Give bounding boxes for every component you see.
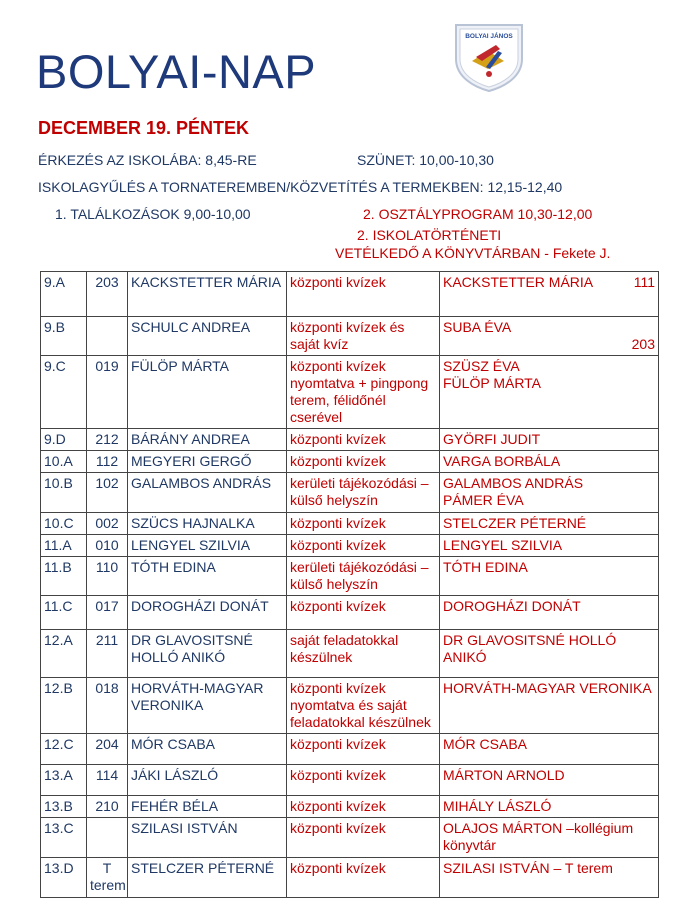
teacher-cell: KACKSTETTER MÁRIA — [128, 272, 287, 317]
break-value: 10,00-10,30 — [419, 152, 494, 168]
room-cell: 210 — [87, 796, 128, 818]
program-cell: kerületi tájékozódási – külső helyszín — [287, 557, 440, 596]
assembly-info — [38, 179, 562, 195]
responsible-name-2: FÜLÖP MÁRTA — [443, 375, 542, 391]
program-cell: központi kvízek — [287, 858, 440, 898]
class-cell: 9.D — [41, 429, 87, 451]
program-cell: központi kvízek — [287, 272, 440, 317]
teacher-cell: DR GLAVOSITSNÉ HOLLÓ ANIKÓ — [128, 630, 287, 678]
table-row — [41, 678, 659, 734]
responsible-cell: DR GLAVOSITSNÉ HOLLÓ ANIKÓ — [440, 630, 659, 678]
class-cell: 13.C — [41, 818, 87, 858]
responsible-cell — [440, 356, 659, 429]
responsible-cell: HORVÁTH-MAGYAR VERONIKA — [440, 678, 659, 734]
program-quiz-label: VETÉLKEDŐ A KÖNYVTÁRBAN — [335, 245, 541, 261]
program-history: 2. ISKOLATÖRTÉNETI — [357, 227, 502, 243]
responsible-name: SUBA ÉVA — [443, 319, 512, 335]
room-cell: 204 — [87, 734, 128, 765]
arrival-label: ÉRKEZÉS AZ ISKOLÁBA: — [38, 152, 202, 168]
teacher-cell: BÁRÁNY ANDREA — [128, 429, 287, 451]
table-row — [41, 596, 659, 630]
program-cell: központi kvízek — [287, 765, 440, 796]
program-cell: saját feladatokkal készülnek — [287, 630, 440, 678]
class-cell: 9.A — [41, 272, 87, 317]
responsible-room: 203 — [631, 336, 655, 352]
class-cell: 10.B — [41, 473, 87, 513]
responsible-name: GALAMBOS ANDRÁS — [443, 475, 584, 491]
teacher-cell: FEHÉR BÉLA — [128, 796, 287, 818]
room-cell — [87, 317, 128, 356]
table-row — [41, 734, 659, 765]
class-cell: 11.B — [41, 557, 87, 596]
schedule-table — [40, 271, 659, 898]
teacher-cell: JÁKI LÁSZLÓ — [128, 765, 287, 796]
program-quiz — [335, 245, 610, 261]
table-row — [41, 451, 659, 473]
program-cell: központi kvízek nyomtatva és saját feladatokkal készülnek — [287, 678, 440, 734]
class-cell: 13.D — [41, 858, 87, 898]
room-cell: 203 — [87, 272, 128, 317]
table-row — [41, 535, 659, 557]
responsible-cell: GYÖRFI JUDIT — [440, 429, 659, 451]
class-cell: 9.C — [41, 356, 87, 429]
class-cell: 12.B — [41, 678, 87, 734]
arrival-value: 8,45-RE — [205, 152, 257, 168]
responsible-room: 111 — [633, 274, 655, 290]
teacher-cell: SCHULC ANDREA — [128, 317, 287, 356]
program-meetings: 1. TALÁLKOZÁSOK 9,00-10,00 — [55, 206, 251, 222]
program-cell: központi kvízek — [287, 451, 440, 473]
program-cell: központi kvízek és saját kvíz — [287, 317, 440, 356]
table-row — [41, 317, 659, 356]
table-row — [41, 429, 659, 451]
teacher-cell: STELCZER PÉTERNÉ — [128, 858, 287, 898]
assembly-label: ISKOLAGYŰLÉS A TORNATEREMBEN/KÖZVETÍTÉS A TERMEKBEN: — [38, 179, 484, 195]
class-cell: 11.A — [41, 535, 87, 557]
table-row — [41, 513, 659, 535]
room-cell: 102 — [87, 473, 128, 513]
table-row — [41, 557, 659, 596]
table-row — [41, 272, 659, 317]
class-cell: 10.C — [41, 513, 87, 535]
program-cell: központi kvízek nyomtatva + pingpong terem, félidőnél cserével — [287, 356, 440, 429]
teacher-cell: MÓR CSABA — [128, 734, 287, 765]
program-cell: központi kvízek — [287, 734, 440, 765]
table-row — [41, 858, 659, 898]
responsible-name-2: PÁMER ÉVA — [443, 492, 524, 508]
responsible-cell: STELCZER PÉTERNÉ — [440, 513, 659, 535]
class-cell: 12.A — [41, 630, 87, 678]
program-cell: központi kvízek — [287, 796, 440, 818]
responsible-cell: VARGA BORBÁLA — [440, 451, 659, 473]
crest-text: BOLYAI JÁNOS — [465, 33, 513, 40]
room-cell: 002 — [87, 513, 128, 535]
teacher-cell: HORVÁTH-MAGYAR VERONIKA — [128, 678, 287, 734]
program-cell: központi kvízek — [287, 429, 440, 451]
teacher-cell: GALAMBOS ANDRÁS — [128, 473, 287, 513]
class-cell: 11.C — [41, 596, 87, 630]
room-cell: 211 — [87, 630, 128, 678]
school-crest-icon — [452, 21, 526, 93]
room-cell — [87, 818, 128, 858]
program-cell: központi kvízek — [287, 535, 440, 557]
responsible-name: SZÜSZ ÉVA — [443, 358, 520, 374]
responsible-cell: TÓTH EDINA — [440, 557, 659, 596]
responsible-cell — [440, 272, 659, 317]
teacher-cell: SZILASI ISTVÁN — [128, 818, 287, 858]
room-cell: 114 — [87, 765, 128, 796]
teacher-cell: DOROGHÁZI DONÁT — [128, 596, 287, 630]
room-cell: 112 — [87, 451, 128, 473]
assembly-value: 12,15-12,40 — [487, 179, 563, 195]
class-cell: 12.C — [41, 734, 87, 765]
responsible-cell: MIHÁLY LÁSZLÓ — [440, 796, 659, 818]
responsible-cell: LENGYEL SZILVIA — [440, 535, 659, 557]
teacher-cell: LENGYEL SZILVIA — [128, 535, 287, 557]
page-title: BOLYAI-NAP — [36, 45, 317, 98]
teacher-cell: FÜLÖP MÁRTA — [128, 356, 287, 429]
room-cell: 019 — [87, 356, 128, 429]
event-date: DECEMBER 19. PÉNTEK — [38, 118, 250, 138]
table-row — [41, 473, 659, 513]
break-label: SZÜNET: — [357, 152, 416, 168]
teacher-cell: TÓTH EDINA — [128, 557, 287, 596]
program-cell: központi kvízek — [287, 513, 440, 535]
table-row — [41, 765, 659, 796]
table-row — [41, 818, 659, 858]
room-cell: 212 — [87, 429, 128, 451]
teacher-cell: SZÜCS HAJNALKA — [128, 513, 287, 535]
class-cell: 13.A — [41, 765, 87, 796]
responsible-cell — [440, 317, 659, 356]
class-cell: 13.B — [41, 796, 87, 818]
room-cell: T terem — [87, 858, 128, 898]
program-class: 2. OSZTÁLYPROGRAM 10,30-12,00 — [363, 206, 593, 222]
class-cell: 10.A — [41, 451, 87, 473]
room-cell: 010 — [87, 535, 128, 557]
program-cell: központi kvízek — [287, 818, 440, 858]
break-info — [357, 152, 494, 168]
program-cell: központi kvízek — [287, 596, 440, 630]
class-cell: 9.B — [41, 317, 87, 356]
table-row — [41, 796, 659, 818]
program-quiz-lead: - Fekete J. — [540, 245, 611, 261]
responsible-cell: OLAJOS MÁRTON –kollégium könyvtár — [440, 818, 659, 858]
table-row — [41, 630, 659, 678]
room-cell: 110 — [87, 557, 128, 596]
room-cell: 017 — [87, 596, 128, 630]
responsible-cell: SZILASI ISTVÁN – T terem — [440, 858, 659, 898]
room-cell: 018 — [87, 678, 128, 734]
responsible-cell: DOROGHÁZI DONÁT — [440, 596, 659, 630]
program-cell: kerületi tájékozódási – külső helyszín — [287, 473, 440, 513]
responsible-cell: MÁRTON ARNOLD — [440, 765, 659, 796]
arrival-info — [38, 152, 257, 168]
teacher-cell: MEGYERI GERGŐ — [128, 451, 287, 473]
responsible-cell: MÓR CSABA — [440, 734, 659, 765]
table-row — [41, 356, 659, 429]
responsible-name: KACKSTETTER MÁRIA — [443, 274, 594, 290]
responsible-cell — [440, 473, 659, 513]
